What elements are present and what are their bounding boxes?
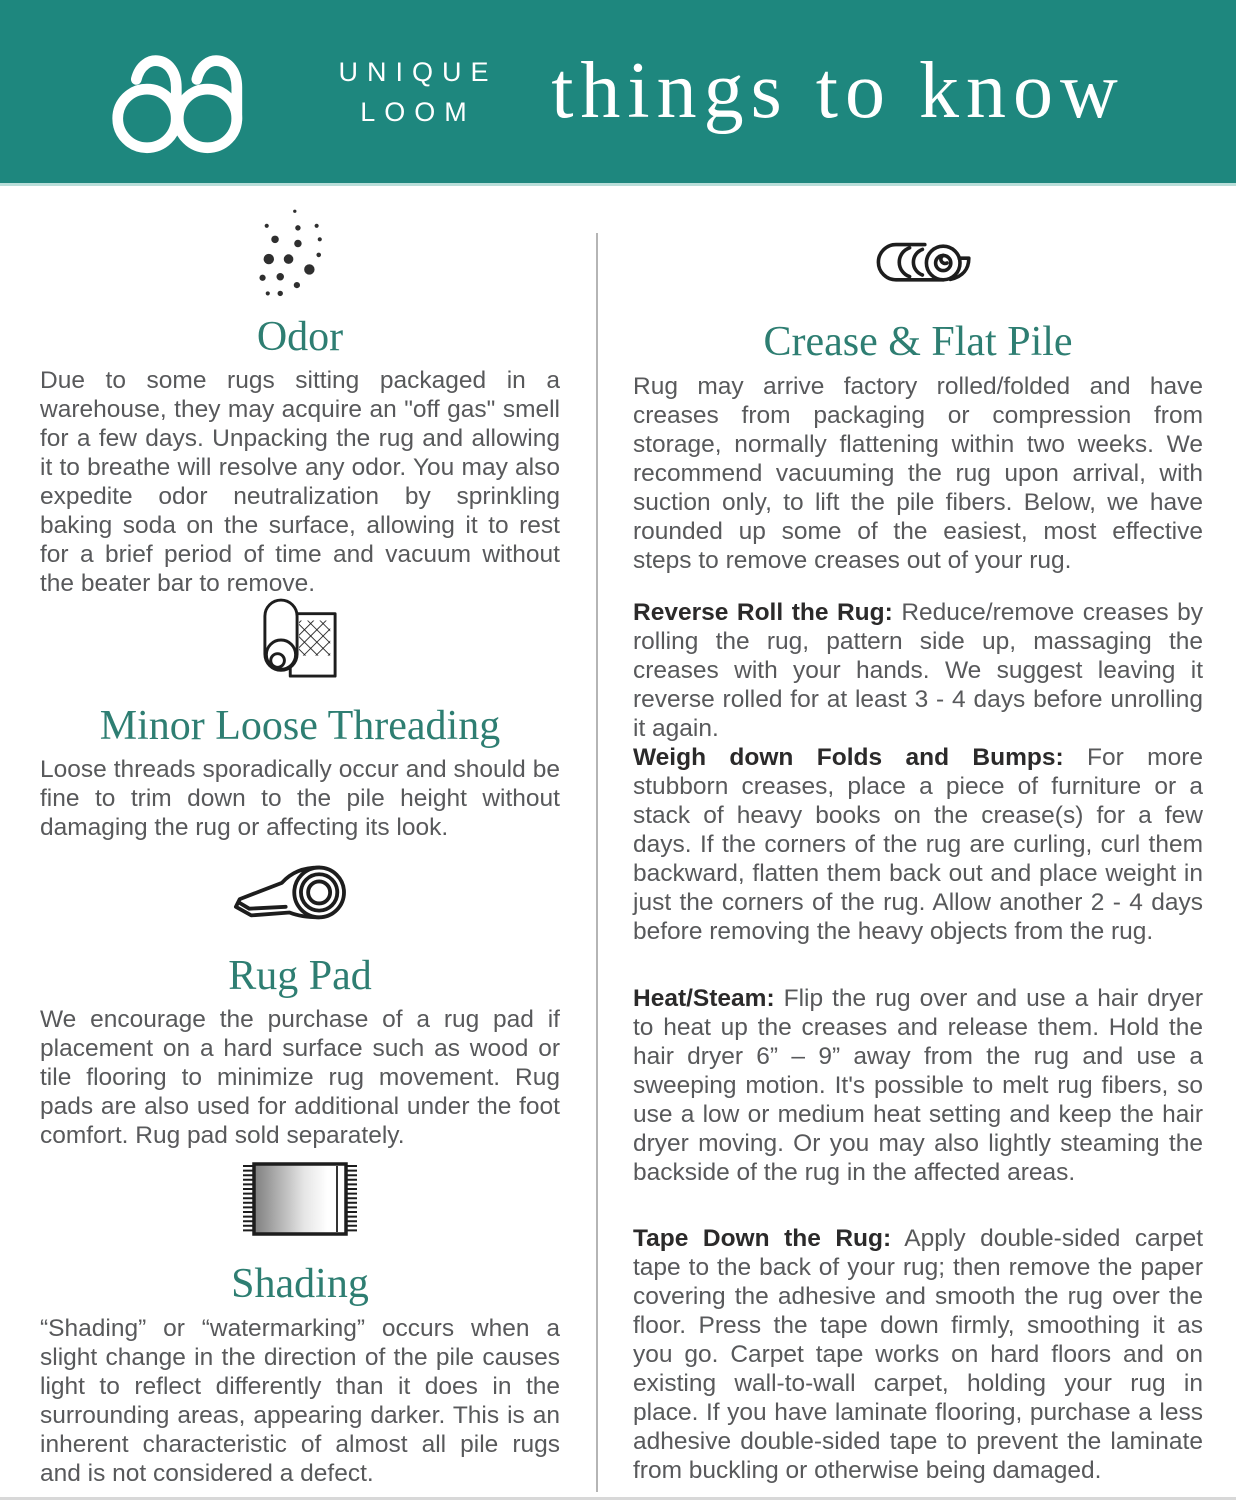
tip-text-heat-steam: Flip the rug over and use a hair dryer to heat up the creases and release them. Hold the hair dryer 6” – 9” away from the rug and use a sweeping motion. It's possible to melt rug fibers, so use a low or medium heat setting and keep the hair dryer moving. Or you may also lightly steaming the backside of the rug in the affected areas. xyxy=(633,985,1203,1186)
tip-label-weigh-down: Weigh down Folds and Bumps: xyxy=(633,744,1064,771)
tip-heat-steam xyxy=(633,984,1203,1187)
section-heading-loose-threading: Minor Loose Threading xyxy=(99,703,501,749)
section-shading xyxy=(40,1162,560,1488)
section-heading-crease-flat-pile: Crease & Flat Pile xyxy=(763,319,1073,365)
section-body-odor: Due to some rugs sitting packaged in a warehouse, they may acquire an "off gas" smell for a few days. Unpacking the rug and allowing it to breathe will resolve any odor. You may also expedite odor neutralization by sprinkling baking soda on the surface, allowing it to rest for a brief period of time and vacuum without the beater bar to remove. xyxy=(40,367,560,598)
section-body-rug-pad: We encourage the purchase of a rug pad if placement on a hard surface such as wood or tile flooring to minimize rug movement. Rug pads are also used for additional under the foot comfort. Rug pad sold separately. xyxy=(40,1006,560,1150)
section-odor xyxy=(40,205,560,598)
odor-dots-icon xyxy=(40,205,560,314)
tip-label-heat-steam: Heat/Steam: xyxy=(633,985,775,1012)
loose-thread-rug-icon xyxy=(40,598,560,689)
brand-line-1: UNIQUE xyxy=(338,57,498,87)
unique-loom-logo-icon xyxy=(106,36,311,159)
section-rug-pad xyxy=(40,858,560,1150)
page-title: things to know xyxy=(551,47,1125,135)
section-loose-threading xyxy=(40,598,560,842)
rolled-rug-icon xyxy=(633,238,1203,293)
tip-text-tape-down: Apply double-sided carpet tape to the back of your rug; then remove the paper covering the adhesive and smooth the rug over the floor. Press the tape down firmly, smoothing it as you go. Carpet tape works on hard floors and on existing wall-to-wall carpet, holding your rug in place. If you have laminate flooring, purchase a less adhesive double-sided tape to prevent the laminate from buckling or otherwise being damaged. xyxy=(633,1225,1204,1484)
tip-label-reverse-roll: Reverse Roll the Rug: xyxy=(633,599,893,626)
section-body-loose-threading: Loose threads sporadically occur and should be fine to trim down to the pile height without damaging the rug or affecting its look. xyxy=(40,756,560,842)
tip-tape-down xyxy=(633,1224,1203,1485)
section-body-shading: “Shading” or “watermarking” occurs when a slight change in the direction of the pile causes light to reflect differently than it does in the surrounding areas, appearing darker. This is an inherent characteristic of almost all pile rugs and is not considered a defect. xyxy=(40,1315,560,1488)
tip-reverse-roll xyxy=(633,598,1203,743)
shaded-rug-icon xyxy=(40,1162,560,1241)
header-banner xyxy=(0,0,1236,186)
section-heading-odor: Odor xyxy=(256,314,344,360)
section-crease-flat-pile xyxy=(633,238,1203,575)
section-body-crease-intro: Rug may arrive factory rolled/folded and have creases from packaging or compression from storage, normally flattening within two weeks. We recommend vacuuming the rug upon arrival, with suction only, to lift the pile fibers. Below, we have rounded up some of the easiest, most effective steps to remove creases out of your rug. xyxy=(633,373,1203,575)
tip-text-reverse-roll: Reduce/remove creases by rolling the rug, pattern side up, massaging the creases with your hands. We suggest leaving it reverse rolled for at least 3 - 4 days before unrolling it again. xyxy=(633,599,1203,742)
tip-text-weigh-down: For more stubborn creases, place a piece of furniture or a stack of heavy books on the crease(s) for a few days. If the corners of the rug are curling, curl them backward, flatten them back out and place weight in just the corners of the rug. Allow another 2 - 4 days before removing the heavy objects from the rug. xyxy=(633,744,1203,945)
section-heading-shading: Shading xyxy=(231,1261,369,1307)
section-heading-rug-pad: Rug Pad xyxy=(228,953,372,999)
rug-pad-roll-icon xyxy=(40,858,560,951)
tip-label-tape-down: Tape Down the Rug: xyxy=(633,1225,892,1252)
column-divider xyxy=(596,233,598,1492)
tip-weigh-down xyxy=(633,743,1203,946)
brand-line-2: LOOM xyxy=(360,97,476,127)
brand-wordmark xyxy=(318,52,518,132)
